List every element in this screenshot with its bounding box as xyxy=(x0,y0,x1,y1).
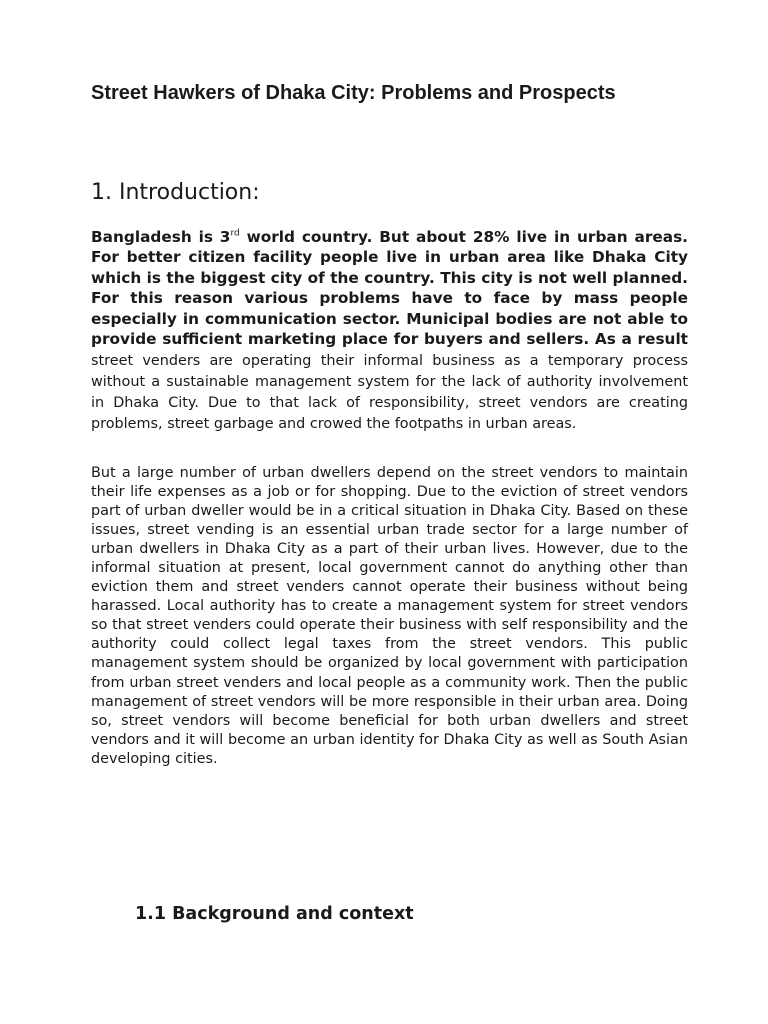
paragraph-bold-lead: Bangladesh is 3 xyxy=(91,228,231,246)
paragraph-introduction-2: But a large number of urban dwellers depend on the street vendors to maintain their life expenses as a job or for shopping. Due to the eviction of street vendors part of urban dweller would be in a critical situation in Dhaka City. Based on these issues, street vending is an essential urban trade sector for a large number of urban dwellers in Dhaka City as a part of their urban lives. However, due to the informal situation at present, local government cannot do anything other than eviction them and street venders cannot operate their business without being harassed. Local authority has to create a management system for street vendors so that street venders could operate their business with self responsibility and the authority could collect legal taxes from the street vendors. This public management system should be organized by local government with participation from urban street venders and local people as a community work. Then the public management of street vendors will be more responsible in their urban area. Doing so, street vendors will become beneficial for both urban dwellers and street vendors and it will become an urban identity for Dhaka City as well as South Asian developing cities. xyxy=(91,465,688,767)
paragraph-introduction-1 xyxy=(91,227,688,434)
document-title: Street Hawkers of Dhaka City: Problems and Prospects xyxy=(91,82,616,104)
ordinal-superscript: rd xyxy=(230,228,240,239)
section-heading-introduction: 1. Introduction: xyxy=(91,180,260,205)
paragraph-bold-text: world country. But about 28% live in urban areas. For better citizen facility people live in urban area like Dhaka City which is the biggest city of the country. This city is not well planned. For this reason various problems have to face by mass people especially in communication sector. Municipal bodies are not able to provide sufficient marketing place for buyers and sellers. As a result xyxy=(91,228,688,349)
paragraph-normal-text: street venders are operating their informal business as a temporary process without a sustainable management system for the lack of authority involvement in Dhaka City. Due to that lack of responsibility, street vendors are creating problems, street garbage and crowed the footpaths in urban areas. xyxy=(91,353,688,433)
subsection-heading-background: 1.1 Background and context xyxy=(135,904,414,924)
